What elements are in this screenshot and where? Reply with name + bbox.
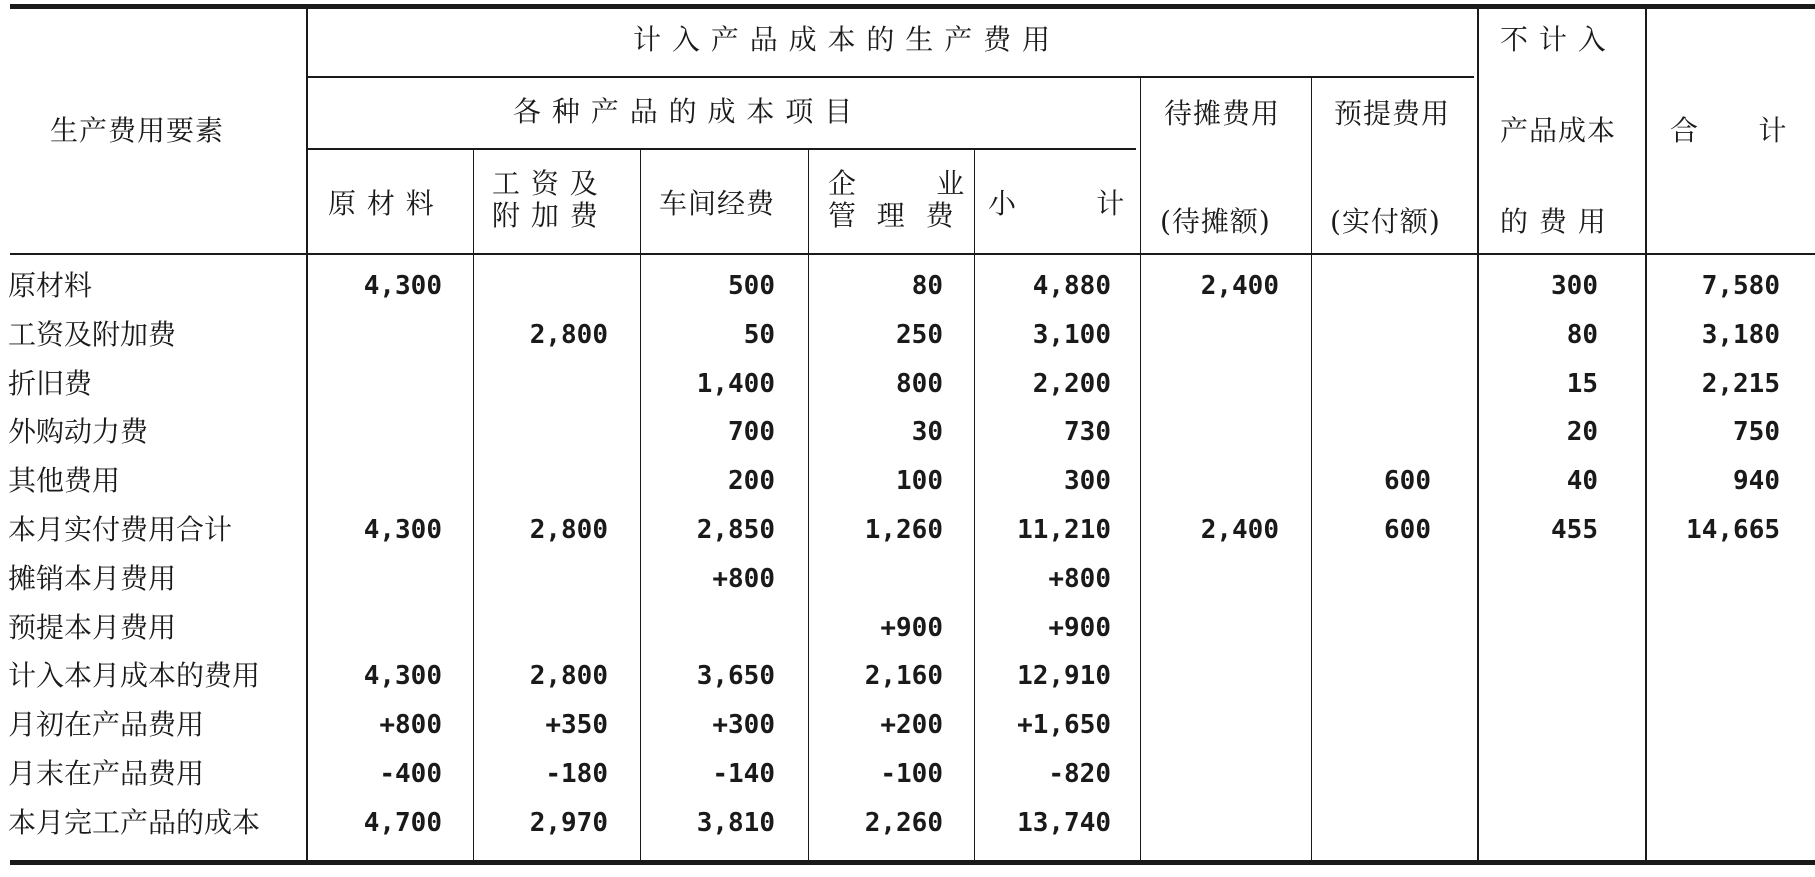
col-divider — [1477, 8, 1479, 861]
cell-subtotal: -820 — [1048, 759, 1111, 789]
header-col-excluded-line2: 产品成本 — [1500, 114, 1617, 147]
row-label: 摊销本月费用 — [8, 562, 177, 595]
cell-raw: 4,300 — [363, 661, 442, 691]
row-label: 原材料 — [8, 269, 93, 302]
cell-mgmt: -100 — [880, 759, 943, 789]
cell-accrued: 600 — [1384, 515, 1431, 545]
header-col-total: 合 计 — [1670, 114, 1788, 147]
row-label: 月初在产品费用 — [8, 708, 205, 741]
cell-wage: -180 — [545, 759, 608, 789]
cell-subtotal: 11,210 — [1017, 515, 1111, 545]
cell-excluded: 15 — [1566, 369, 1598, 399]
cell-excluded: 80 — [1566, 320, 1598, 350]
cell-wage: 2,800 — [529, 320, 608, 350]
cell-workshop: 1,400 — [696, 369, 775, 399]
col-divider — [306, 8, 308, 861]
cell-total: 750 — [1733, 417, 1780, 447]
col-divider — [1311, 78, 1312, 861]
col-divider — [1140, 78, 1141, 861]
top-rule — [10, 4, 1815, 9]
cell-raw: 4,300 — [363, 271, 442, 301]
cell-deferred: 2,400 — [1200, 515, 1279, 545]
header-col-accrued: 预提费用 — [1334, 97, 1451, 130]
cell-mgmt: 30 — [911, 417, 943, 447]
header-bottom-rule — [10, 253, 1815, 255]
cell-subtotal: 13,740 — [1017, 808, 1111, 838]
header-col-workshop: 车间经费 — [659, 187, 776, 220]
cell-accrued: 600 — [1384, 466, 1431, 496]
cell-workshop: 3,650 — [696, 661, 775, 691]
col-divider — [1645, 8, 1647, 861]
cell-workshop: +800 — [712, 564, 775, 594]
row-label: 折旧费 — [8, 367, 93, 400]
cell-mgmt: 1,260 — [864, 515, 943, 545]
header-col-deferred-sub: (待摊额) — [1160, 205, 1271, 238]
header-group-main: 计 入 产 品 成 本 的 生 产 费 用 — [633, 23, 1052, 56]
cell-workshop: 2,850 — [696, 515, 775, 545]
header-rule-1 — [308, 76, 1474, 78]
cell-wage: 2,800 — [529, 515, 608, 545]
header-rule-2 — [308, 148, 1136, 150]
cell-raw: -400 — [379, 759, 442, 789]
header-row-label: 生产费用要素 — [50, 114, 225, 147]
cell-raw: 4,300 — [363, 515, 442, 545]
header-col-raw: 原 材 料 — [328, 187, 435, 220]
row-label: 月末在产品费用 — [8, 757, 205, 790]
cell-workshop: +300 — [712, 710, 775, 740]
bottom-rule — [10, 860, 1815, 865]
cell-wage: 2,970 — [529, 808, 608, 838]
cell-excluded: 40 — [1566, 466, 1598, 496]
cell-subtotal: 12,910 — [1017, 661, 1111, 691]
header-col-excluded-line1: 不 计 入 — [1500, 23, 1607, 56]
cell-workshop: -140 — [712, 759, 775, 789]
col-divider — [808, 150, 809, 861]
cell-subtotal: +800 — [1048, 564, 1111, 594]
col-divider — [473, 150, 474, 861]
cell-raw: 4,700 — [363, 808, 442, 838]
cell-mgmt: +200 — [880, 710, 943, 740]
cell-workshop: 200 — [728, 466, 775, 496]
row-label: 工资及附加费 — [8, 318, 177, 351]
header-group-items: 各 种 产 品 的 成 本 项 目 — [513, 95, 854, 128]
header-col-mgmt-line2: 管 理 费 — [828, 199, 955, 232]
row-label: 外购动力费 — [8, 415, 149, 448]
cell-mgmt: 250 — [896, 320, 943, 350]
cell-excluded: 300 — [1551, 271, 1598, 301]
cell-wage: 2,800 — [529, 661, 608, 691]
cell-total: 3,180 — [1701, 320, 1780, 350]
row-label: 本月完工产品的成本 — [8, 806, 261, 839]
header-col-excluded-line3: 的 费 用 — [1500, 205, 1607, 238]
cell-total: 7,580 — [1701, 271, 1780, 301]
header-col-mgmt-line1: 企 业 — [828, 167, 966, 200]
col-divider — [640, 150, 641, 861]
cell-subtotal: +900 — [1048, 613, 1111, 643]
cell-workshop: 50 — [743, 320, 775, 350]
cell-subtotal: 2,200 — [1032, 369, 1111, 399]
cell-subtotal: 4,880 — [1032, 271, 1111, 301]
cell-mgmt: 2,260 — [864, 808, 943, 838]
header-col-accrued-sub: (实付额) — [1330, 205, 1441, 238]
header-col-wage-line1: 工 资 及 — [492, 167, 599, 200]
cell-total: 940 — [1733, 466, 1780, 496]
cell-subtotal: 300 — [1064, 466, 1111, 496]
cell-wage: +350 — [545, 710, 608, 740]
header-col-deferred: 待摊费用 — [1164, 97, 1281, 130]
row-label: 预提本月费用 — [8, 611, 177, 644]
cell-subtotal: 730 — [1064, 417, 1111, 447]
cell-workshop: 500 — [728, 271, 775, 301]
cell-workshop: 3,810 — [696, 808, 775, 838]
cell-mgmt: 2,160 — [864, 661, 943, 691]
cell-mgmt: 100 — [896, 466, 943, 496]
row-label: 其他费用 — [8, 464, 121, 497]
cell-mgmt: +900 — [880, 613, 943, 643]
row-label: 计入本月成本的费用 — [8, 659, 261, 692]
cell-deferred: 2,400 — [1200, 271, 1279, 301]
cell-mgmt: 800 — [896, 369, 943, 399]
cell-total: 2,215 — [1701, 369, 1780, 399]
header-col-wage-line2: 附 加 费 — [492, 199, 599, 232]
row-label: 本月实付费用合计 — [8, 513, 233, 546]
cell-raw: +800 — [379, 710, 442, 740]
cell-subtotal: +1,650 — [1017, 710, 1111, 740]
cell-mgmt: 80 — [911, 271, 943, 301]
cell-total: 14,665 — [1686, 515, 1780, 545]
header-col-subtotal: 小 计 — [988, 187, 1126, 220]
cell-excluded: 20 — [1566, 417, 1598, 447]
col-divider — [974, 150, 975, 861]
cell-excluded: 455 — [1551, 515, 1598, 545]
cell-workshop: 700 — [728, 417, 775, 447]
cell-subtotal: 3,100 — [1032, 320, 1111, 350]
